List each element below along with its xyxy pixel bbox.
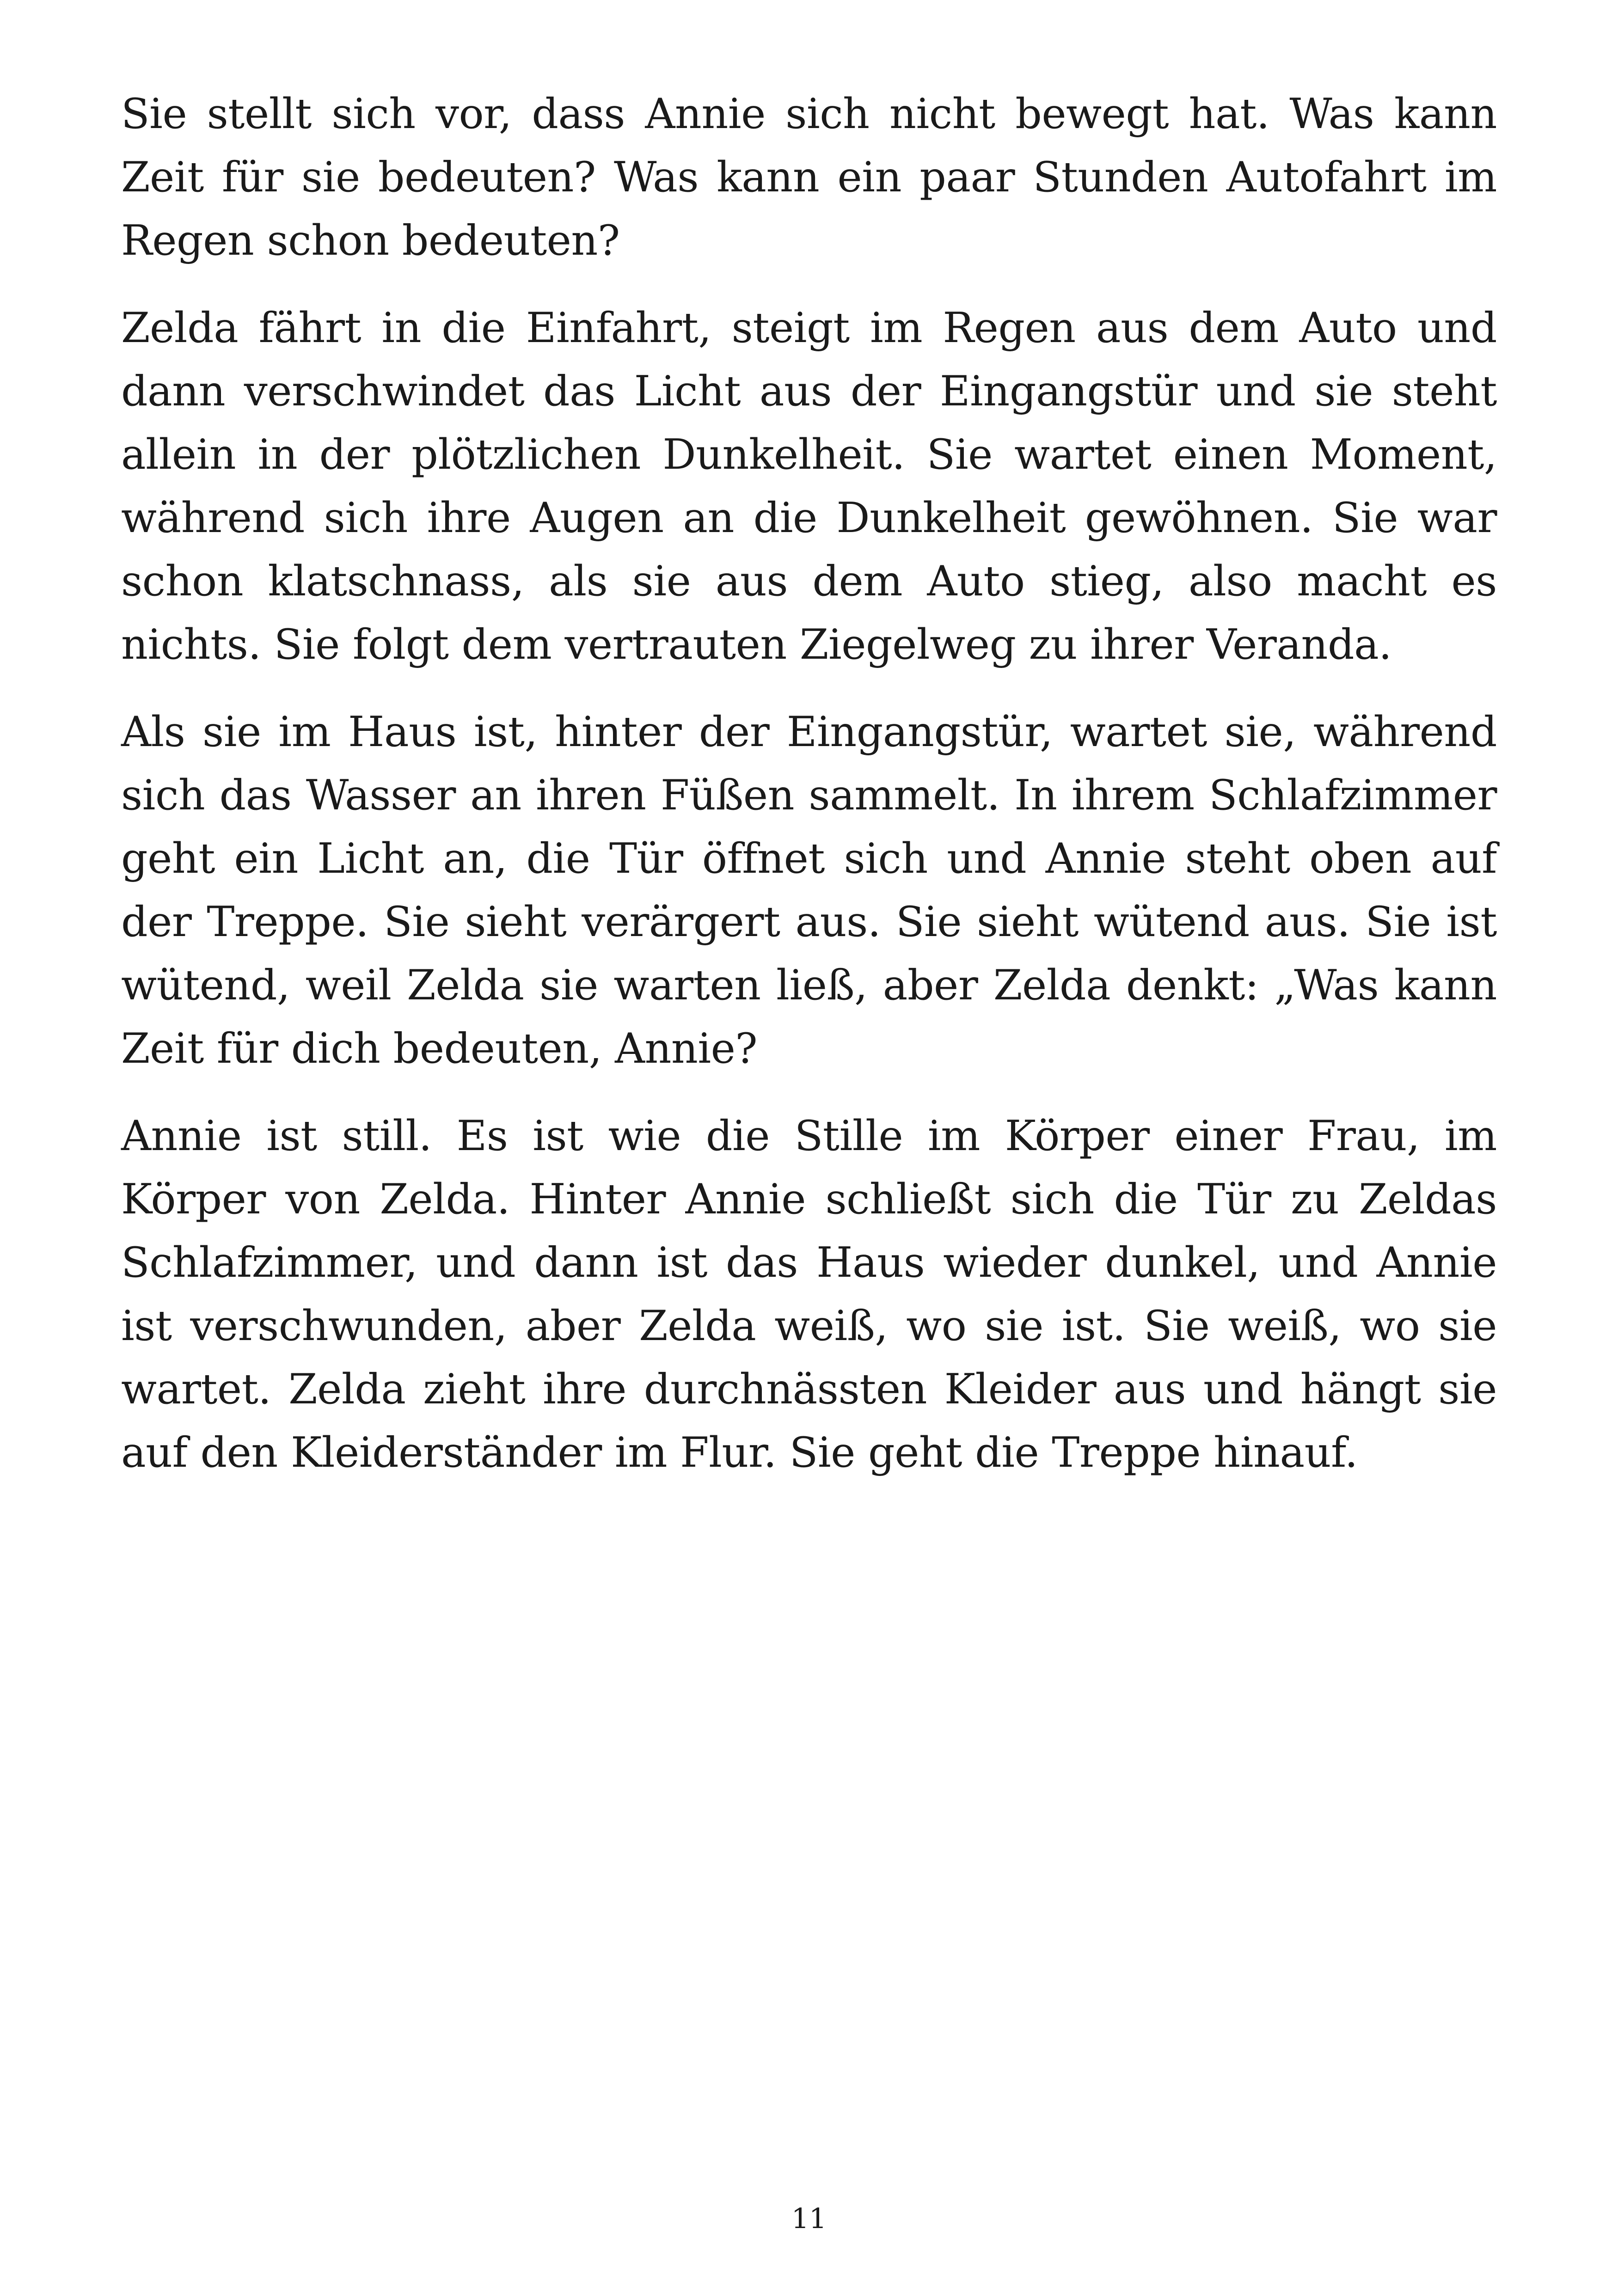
body-text [121,82,1497,1508]
paragraph-4: Annie ist still. Es ist wie die Stille im Körper einer Frau, im Körper von Zelda. Hinter Annie schließt sich die Tür zu Zeldas Schlafzimmer, und dann ist das Haus wieder dunkel, und Annie ist verschwunden, aber Zelda weiß, wo sie ist. Sie weiß, wo sie wartet. Zelda zieht ihre durchnässten Kleider aus und hängt sie auf den Kleiderständer im Flur. Sie geht die Treppe hinauf. [121,1112,1497,1477]
paragraph-2: Zelda fährt in die Einfahrt, steigt im Regen aus dem Auto und dann verschwindet das Licht aus der Eingangstür und sie steht allein in der plötzlichen Dunkelheit. Sie wartet einen Moment, während sich ihre Augen an die Dunkelheit gewöhnen. Sie war schon klatschnass, als sie aus dem Auto stieg, also macht es nichts. Sie folgt dem vertrauten Ziegelweg zu ihrer Veranda. [121,304,1497,669]
page-number: 11 [791,2203,827,2235]
paragraph-1: Sie stellt sich vor, dass Annie sich nicht bewegt hat. Was kann Zeit für sie bedeuten? Was kann ein paar Stunden Autofahrt im Regen schon bedeuten? [121,90,1497,265]
paragraph-3: Als sie im Haus ist, hinter der Eingangstür, wartet sie, während sich das Wasser an ihren Füßen sammelt. In ihrem Schlafzimmer geht ein Licht an, die Tür öffnet sich und Annie steht oben auf der Treppe. Sie sieht verärgert aus. Sie sieht wütend aus. Sie ist wütend, weil Zelda sie warten ließ, aber Zelda denkt: „Was kann Zeit für dich bedeuten, Annie? [121,708,1497,1073]
